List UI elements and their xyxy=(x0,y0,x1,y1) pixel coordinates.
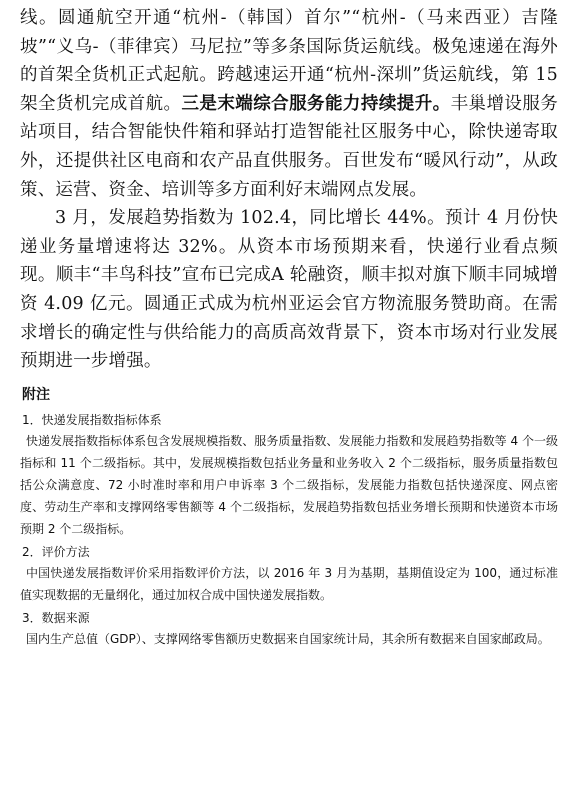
paragraph-2: 3 月，发展趋势指数为 102.4，同比增长 44%。预计 4 月份快递业务量增速将达 32%。从资本市场预期来看，快递行业看点频现。顺丰“丰鸟科技”宣布已完成A 轮融资，顺丰拟对旗下顺丰同城增资 4.09 亿元。圆通正式成为杭州亚运会官方物流服务赞助商。在需求增长的确定性与供给能力的高质高效背景下，资本市场对行业发展预期进一步增强。 xyxy=(20,208,558,372)
paragraph-1 xyxy=(20,4,558,204)
note-heading-3: 3．数据来源 xyxy=(22,610,90,625)
note-text-3: 国内生产总值（GDP）、支撑网络零售额历史数据来自国家统计局，其余所有数据来自国家邮政局。 xyxy=(26,631,550,646)
note-heading-1: 1．快递发展指数指标体系 xyxy=(22,412,162,427)
paragraph-1-text-a: 线。圆通航空开通“杭州-（韩国）首尔”“杭州-（马来西亚）吉隆坡”“义乌-（菲律宾）马尼拉”等多条国际货运航线。极兔速递在海外的首架全货机正式起航。跨越速运开通“杭州-深圳”货运航线，第 15 架全货机完成首航。 xyxy=(20,8,558,114)
notes-section xyxy=(20,384,558,650)
paragraph-1-text-b: 丰巢增设服务站项目，结合智能快件箱和驿站打造智能社区服务中心，除快递寄取外，还提供社区电商和农产品直供服务。百世发布“暖风行动”，从政策、运营、资金、培训等多方面利好末端网点发展。 xyxy=(20,93,558,200)
notes-title: 附注 xyxy=(22,386,50,403)
document-page xyxy=(20,4,558,652)
note-heading-2: 2．评价方法 xyxy=(22,544,90,559)
paragraph-1-bold-heading: 三是末端综合服务能力持续提升。 xyxy=(181,93,451,114)
note-text-1: 快递发展指数指标体系包含发展规模指数、服务质量指数、发展能力指数和发展趋势指数等 4 个一级指标和 11 个二级指标。其中，发展规模指数包括业务量和业务收入 2 个二级指标，服务质量指数包括公众满意度、72 小时准时率和用户申诉率 3 个二级指标，发展能力指数包括快递深度、网点密度、劳动生产率和支撑网络零售额等 4 个二级指标，发展趋势指数包括业务增长预期和快递资本市场预期 2 个二级指标。 xyxy=(20,433,558,536)
note-text-2: 中国快递发展指数评价采用指数评价方法，以 2016 年 3 月为基期，基期值设定为 100，通过标准值实现数据的无量纲化，通过加权合成中国快递发展指数。 xyxy=(20,565,558,602)
